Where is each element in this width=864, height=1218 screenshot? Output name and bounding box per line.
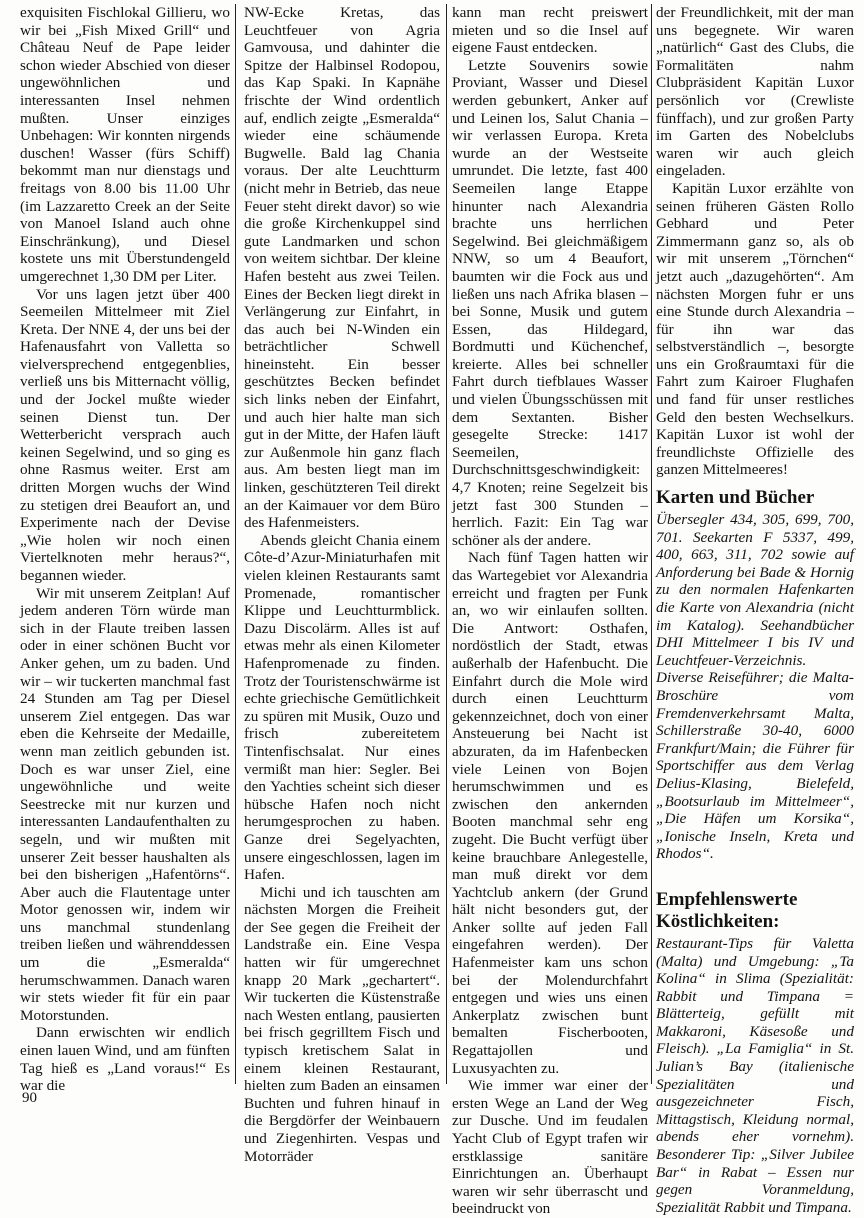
column-2 <box>244 4 440 1165</box>
paragraph: Dann erwischten wir endlich einen lauen Wind, und am fünften Tag hieß es „Land voraus!“ Es war die <box>20 1024 230 1095</box>
paragraph: der Freundlichkeit, mit der man uns begegnete. Wir waren „natürlich“ Gast des Clubs, die Formalitäten nahm Clubpräsident Kapitän Luxor persönlich vor (Crewliste fünffach), und zur großen Party im Garten des Nobelclubs waren wir auch gleich eingeladen. <box>656 4 854 180</box>
section-heading-koestlichkeiten: Empfehlenswerte Köstlichkeiten: <box>656 888 798 932</box>
paragraph: Kapitän Luxor erzählte von seinen früheren Gästen Rollo Gebhard und Peter Zimmermann ganz so, als ob wir mit unserem „Törnchen“ jetzt auch „dazugehörten“. Am nächsten Morgen fuhr er uns eine Stunde durch Alexandria – für ihn war das selbstverständlich –, besorgte uns ein Großraumtaxi für die Fahrt zum Kairoer Flughafen und fand für unser restliches Geld den besten Wechselkurs. Kapitän Luxor ist wohl der freundlichste Offizielle des ganzen Mittelmeeres! <box>656 179 854 479</box>
paragraph: Michi und ich tauschten am nächsten Morgen die Freiheit der See gegen die Freiheit der Landstraße ein. Eine Vespa hatten wir für umgerechnet knapp 20 Mark „gechartert“. Wir tuckerten die Küstenstraße nach Westen entlang, pausierten bei frisch gegrilltem Fisch und typisch kretischem Salat in einem kleinen Restaurant, hielten zum Baden an einsamen Buchten und fuhren hinauf in die Bergdörfer der Weinbauern und Ziegenhirten. Vespas und Motorräder <box>244 883 440 1165</box>
paragraph: kann man recht preiswert mieten und so die Insel auf eigene Faust entdecken. <box>452 4 648 57</box>
section-heading-karten: Karten und Bücher <box>656 487 815 509</box>
page-number: 90 <box>22 1090 37 1106</box>
spacer <box>656 863 854 881</box>
column-3 <box>452 4 648 1218</box>
paragraph: Vor uns lagen jetzt über 400 Seemeilen Mittelmeer mit Ziel Kreta. Der NNE 4, der uns bei der Hafenausfahrt von Valletta so vielversprechend entgegenblies, verließ uns bis Mitternacht völlig, und der Jockel mußte wieder seinen Dienst tun. Der Wetterbericht versprach auch keinen Segelwind, und so ging es ohne Rasmus weiter. Erst am dritten Morgen wuchs der Wind zu stetigen drei Beaufort an, und Experimente nach der Devise „Wie holen wir noch einen Viertelknoten mehr heraus?“, begannen wieder. <box>20 285 230 584</box>
column-4 <box>656 4 854 1216</box>
paragraph: exquisiten Fischlokal Gillieru, wo wir bei „Fish Mixed Grill“ und Château Neuf de Pape leider schon wieder Abschied von dieser ungewöhnlichen und interessanten Insel nehmen mußten. Unser einziges Unbehagen: Wir konnten nirgends duschen! Wasser (fürs Schiff) bekommt man nur dienstags und freitags von 8.00 bis 11.00 Uhr (im Lazzaretto Creek an der Seite von Manoel Island auch ohne Einschränkung), und Diesel kostete uns mit Überstundengeld umgerechnet 1,30 DM per Liter. <box>20 4 230 285</box>
paragraph: Abends gleicht Chania einem Côte-d’Azur-Miniaturhafen mit vielen kleinen Restaurants samt Promenade, romantischer Klippe und Leuchtturmblick. Dazu Discolärm. Alles ist auf etwas mehr als einen Kilometer Hafenpromenade zu finden. Trotz der Touristenschwärme ist echte griechische Gemütlichkeit zu spüren mit Musik, Ouzo und frisch zubereitetem Tintenfischsalat. Nur eines vermißt man hier: Segler. Bei den Yachties scheint sich dieser hübsche Hafen noch nicht herumgesprochen zu haben. Ganze drei Segelyachten, unsere eingeschlossen, lagen im Hafen. <box>244 531 440 884</box>
info-box-karten: Übersegler 434, 305, 699, 700, 701. Seekarten F 5337, 499, 400, 663, 311, 702 sowie auf Anforderung bei Bade & Hornig zu den normalen Hafenkarten die Karte von Alexandria (nicht im Katalog). Seehandbücher DHI Mittelmeer I bis IV und Leuchtfeuer-Verzeichnis. Diverse Reiseführer; die Malta-Broschüre vom Fremdenverkehrsamt Malta, Schillerstraße 30-40, 6000 Frankfurt/Main; die Führer für Sportschiffer aus dem Verlag Delius-Klasing, Bielefeld, „Bootsurlaub im Mittelmeer“, „Die Häfen um Korsika“, „Ionische Inseln, Kreta und Rhodos“. <box>656 511 854 863</box>
paragraph: Letzte Souvenirs sowie Proviant, Wasser und Diesel werden gebunkert, Anker auf und Leinen los, Salut Chania – wir verlassen Europa. Kreta wurde an der Westseite umrundet. Die letzte, fast 400 Seemeilen lange Etappe hinunter nach Alexandria brachte uns herrlichen Segelwind. Bei gleichmäßigem NNW, so um 4 Beaufort, baumten wir die Fock aus und ließen uns nach Afrika blasen – bei Sonne, Musik und gutem Essen, das Hildegard, Bordmutti und Küchenchef, kreierte. Alles bei schneller Fahrt durch tiefblaues Wasser und vielen Übungsschüssen mit dem Sextanten. Bisher gesegelte Strecke: 1417 Seemeilen, Durchschnittsgeschwindigkeit: 4,7 Knoten; reine Segelzeit bis jetzt fast 300 Stunden – herrlich. Fazit: Ein Tag war schöner als der andere. <box>452 56 648 549</box>
paragraph: Wir mit unserem Zeitplan! Auf jedem anderen Törn würde man sich in der Flaute treiben lassen oder in einer schönen Bucht vor Anker gehen, um zu baden. Und wir – wir tuckerten manchmal fast 24 Stunden am Tag per Diesel unserem Ziel entgegen. Das war eben die Kehrseite der Medaille, wenn man zeitlich gebunden ist. Doch es war unser Ziel, eine ungewöhnliche und weite Seestrecke mit nur kurzen und interessanten Landaufenthalten zu segeln, und wir mußten mit unserer Zeit besser haushalten als bei den bisherigen „Hafentörns“. Aber auch die Flautentage unter Motor genossen wir, indem wir uns manchmal stundenlang treiben ließen und währenddessen um die „Esmeralda“ herumschwammen. Danach waren wir stets wieder fit für ein paar Motorstunden. <box>20 584 230 1024</box>
paragraph: Wie immer war einer der ersten Wege an Land der Weg zur Dusche. Und im feudalen Yacht Club of Egypt trafen wir erstklassige sanitäre Einrichtungen an. Überhaupt waren wir sehr überrascht und beeindruckt von <box>452 1077 648 1218</box>
column-divider <box>235 4 236 1084</box>
paragraph: Nach fünf Tagen hatten wir das Wartegebiet vor Alexandria erreicht und fragten per Funk an, wo wir einlaufen sollten. Die Antwort: Osthafen, nordöstlich der Stadt, etwas außerhalb der Hafenbucht. Die Einfahrt durch die Mole wird durch einen Leuchtturm gekennzeichnet, doch von einer Ansteuerung bei Nacht ist abzuraten, da im Hafenbecken viele Leinen von Bojen herumschwimmen und es zwischen den ankernden Booten manchmal sehr eng zugeht. Die Bucht verfügt über keine brauchbare Anlegestelle, man muß direkt vor dem Yachtclub ankern (der Grund hält nicht besonders gut, der Anker sollte auf jeden Fall eingefahren werden). Der Hafenmeister kam uns schon bei der Molendurchfahrt entgegen und wies uns einen Ankerplatz zwischen bunt bemalten Fischerbooten, Regattajollen und Luxusyachten zu. <box>452 549 648 1077</box>
paragraph: NW-Ecke Kretas, das Leuchtfeuer von Agria Gamvousa, und dahinter die Spitze der Halbinsel Rodopou, das Kap Spaki. In Kapnähe frischte der Wind ordentlich auf, endlich zeigte „Esmeralda“ wieder eine schäumende Bugwelle. Bald lag Chania voraus. Der alte Leuchtturm (nicht mehr in Betrieb, das neue Feuer steht direkt davor) so wie die große Kirchenkuppel sind gute Landmarken und schon von weitem sichtbar. Der kleine Hafen besteht aus zwei Teilen. Eines der Becken liegt direkt in Verlängerung zur Einfahrt, in das auch bei N-Winden ein beträchtlicher Schwell hineinsteht. Ein besser geschütztes Becken befindet sich links neben der Einfahrt, und auch hier halte man sich gut in der Mitte, der Hafen läuft zur Außenmole hin ganz flach aus. Am besten liegt man im linken, geschützteren Teil direkt an der Kaimauer vor dem Büro des Hafenmeisters. <box>244 4 440 532</box>
column-divider <box>651 4 652 1084</box>
column-divider <box>446 4 447 1084</box>
info-box-koestlichkeiten: Restaurant-Tips für Valetta (Malta) und Umgebung: „Ta Kolina“ in Slima (Spezialität: Rabbit und Timpana = Blätterteig, gefüllt mit Makkaroni, Käsesoße und Fleisch). „La Famiglia“ in St. Julian’s Bay (italienische Spezialitäten und ausgezeichneter Fisch, Mittagstisch, Kleidung normal, abends eher vornehm). Besonderer Tip: „Silver Jubilee Bar“ in Rabat – Essen nur gegen Voranmeldung, Spezialität Rabbit und Timpana. <box>656 934 854 1216</box>
column-1 <box>20 4 230 1095</box>
